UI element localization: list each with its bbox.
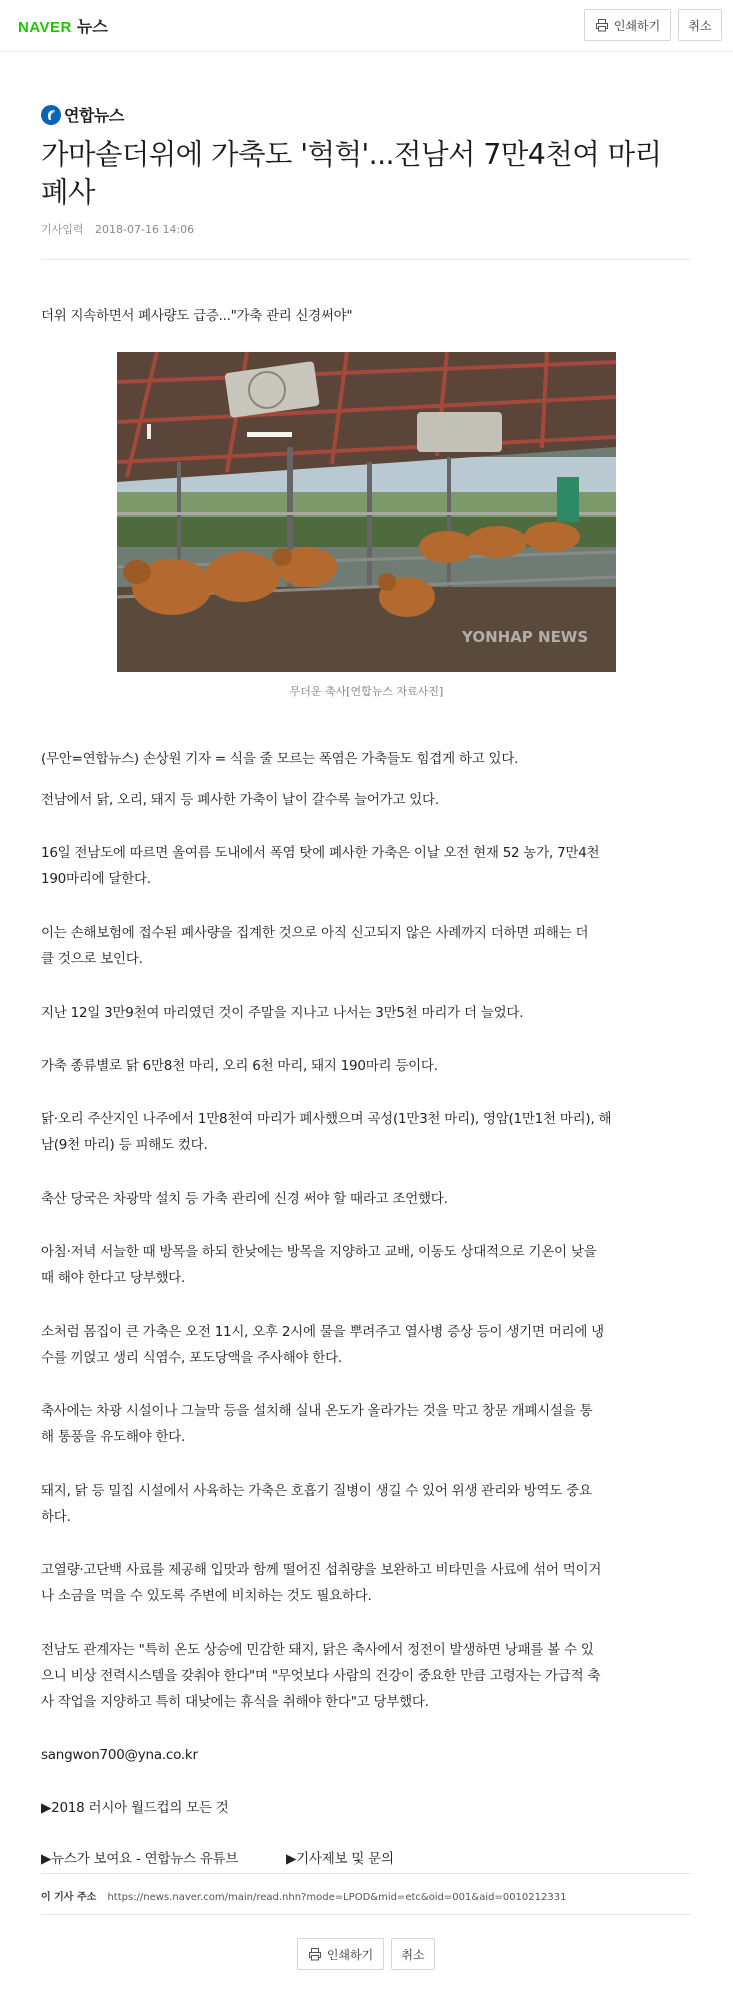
reporter-email[interactable]: sangwon700@yna.co.kr	[41, 1747, 198, 1763]
paragraph-8a: 아침·저녁 서늘한 때 방목을 하되 한낮에는 방목을 지양하고 교배, 이동도 상대적으로 기온이 낮을	[41, 1244, 597, 1260]
cancel-button[interactable]: 취소	[678, 9, 722, 41]
paragraph-13a: 전남도 관계자는 "특히 온도 상승에 민감한 돼지, 닭은 축사에서 정전이 발생하면 낭패를 볼 수 있	[41, 1642, 594, 1658]
paragraph-12a: 고열량·고단백 사료를 제공해 입맛과 함께 떨어진 섭취량을 보완하고 비타민을 사료에 섞어 먹이거	[41, 1562, 602, 1578]
paragraph-12b: 나 소금을 먹을 수 있도록 주변에 비치하는 것도 필요하다.	[41, 1588, 372, 1604]
paragraph-1: 전남에서 닭, 오리, 돼지 등 폐사한 가축이 날이 갈수록 늘어가고 있다.	[41, 792, 439, 808]
top-bar	[0, 0, 733, 52]
divider	[41, 259, 691, 260]
paragraph-5: 가축 종류별로 닭 6만8천 마리, 오리 6천 마리, 돼지 190마리 등이다.	[41, 1058, 438, 1074]
article-meta	[41, 221, 194, 237]
promo-youtube-link[interactable]: ▶뉴스가 보여요 - 연합뉴스 유튜브	[41, 1851, 239, 1867]
print-button-bottom[interactable]	[297, 1938, 384, 1970]
paragraph-9b: 수를 끼얹고 생리 식염수, 포도당액을 주사해야 한다.	[41, 1350, 342, 1366]
yonhap-logo-icon	[41, 105, 61, 125]
promo-tip-link[interactable]: ▶기사제보 및 문의	[286, 1851, 394, 1867]
article-url-label: 이 기사 주소	[41, 1892, 97, 1903]
paragraph-11b: 하다.	[41, 1509, 71, 1525]
paragraph-7: 축산 당국은 차광막 설치 등 가축 관리에 신경 써야 할 때라고 조언했다.	[41, 1191, 448, 1207]
paragraph-6b: 남(9천 마리) 등 피해도 컸다.	[41, 1137, 208, 1153]
article-subtitle: 더위 지속하면서 폐사량도 급증..."가축 관리 신경써야"	[41, 308, 353, 324]
paragraph-3a: 이는 손해보험에 접수된 폐사량을 집계한 것으로 아직 신고되지 않은 사례까지 더하면 피해는 더	[41, 925, 589, 941]
paragraph-10a: 축사에는 차광 시설이나 그늘막 등을 설치해 실내 온도가 올라가는 것을 막고 창문 개폐시설을 통	[41, 1403, 593, 1419]
promo-worldcup-link[interactable]: ▶2018 러시아 월드컵의 모든 것	[41, 1800, 229, 1816]
article-title-line2: 폐사	[41, 176, 95, 209]
paragraph-3b: 클 것으로 보인다.	[41, 951, 143, 967]
paragraph-11a: 돼지, 닭 등 밀집 시설에서 사육하는 가축은 호흡기 질병이 생길 수 있어 위생 관리와 방역도 중요	[41, 1483, 592, 1499]
published-label: 기사입력	[41, 223, 84, 236]
photo-caption: 무더운 축사[연합뉴스 자료사진]	[289, 685, 444, 698]
print-button-label: 인쇄하기	[613, 18, 661, 33]
paragraph-6a: 닭·오리 주산지인 나주에서 1만8천여 마리가 폐사했으며 곡성(1만3천 마리), 영암(1만1천 마리), 해	[41, 1111, 612, 1127]
cancel-button-bottom[interactable]: 취소	[391, 1938, 435, 1970]
published-date: 2018-07-16 14:06	[95, 223, 195, 236]
article-title-line1: 가마솥더위에 가축도 '헉헉'...전남서 7만4천여 마리	[41, 138, 662, 171]
divider	[41, 1873, 691, 1874]
print-button-label: 인쇄하기	[326, 1947, 374, 1962]
paragraph-2b: 190마리에 달한다.	[41, 871, 151, 887]
naver-wordmark: NAVER	[18, 19, 72, 36]
paragraph-8b: 때 해야 한다고 당부했다.	[41, 1270, 186, 1286]
article-title	[41, 136, 691, 212]
article-photo	[117, 352, 616, 672]
press-logo[interactable]	[41, 103, 124, 126]
press-name: 연합뉴스	[64, 106, 124, 125]
divider	[41, 1914, 691, 1915]
article-url[interactable]: https://news.naver.com/main/read.nhn?mode=LPOD&mid=etc&oid=001&aid=0010212331	[107, 1892, 567, 1903]
paragraph-9a: 소처럼 몸집이 큰 가축은 오전 11시, 오후 2시에 물을 뿌려주고 열사병 증상 등이 생기면 머리에 냉	[41, 1324, 604, 1340]
print-button[interactable]	[584, 9, 671, 41]
news-section-label: 뉴스	[76, 17, 108, 36]
paragraph-13b: 으니 비상 전력시스템을 갖춰야 한다"며 "무엇보다 사람의 건강이 중요한 만큼 고령자는 가급적 축	[41, 1668, 601, 1684]
paragraph-13c: 사 작업을 지양하고 특히 대낮에는 휴식을 취해야 한다"고 당부했다.	[41, 1694, 429, 1710]
paragraph-4: 지난 12일 3만9천여 마리였던 것이 주말을 지나고 나서는 3만5천 마리가 더 늘었다.	[41, 1005, 524, 1021]
paragraph-0: (무안=연합뉴스) 손상원 기자 = 식을 줄 모르는 폭염은 가축들도 힘겹게 하고 있다.	[41, 751, 519, 767]
paragraph-10b: 해 통풍을 유도해야 한다.	[41, 1429, 186, 1445]
printer-icon	[595, 18, 609, 32]
naver-news-logo[interactable]	[18, 14, 108, 37]
printer-icon	[308, 1947, 322, 1961]
barn-cattle-illustration	[117, 352, 616, 672]
paragraph-2a: 16일 전남도에 따르면 올여름 도내에서 폭염 탓에 폐사한 가축은 이날 오전 현재 52 농가, 7만4천	[41, 845, 600, 861]
article-url-row	[41, 1888, 566, 1903]
photo-watermark: YONHAP NEWS	[462, 628, 589, 646]
